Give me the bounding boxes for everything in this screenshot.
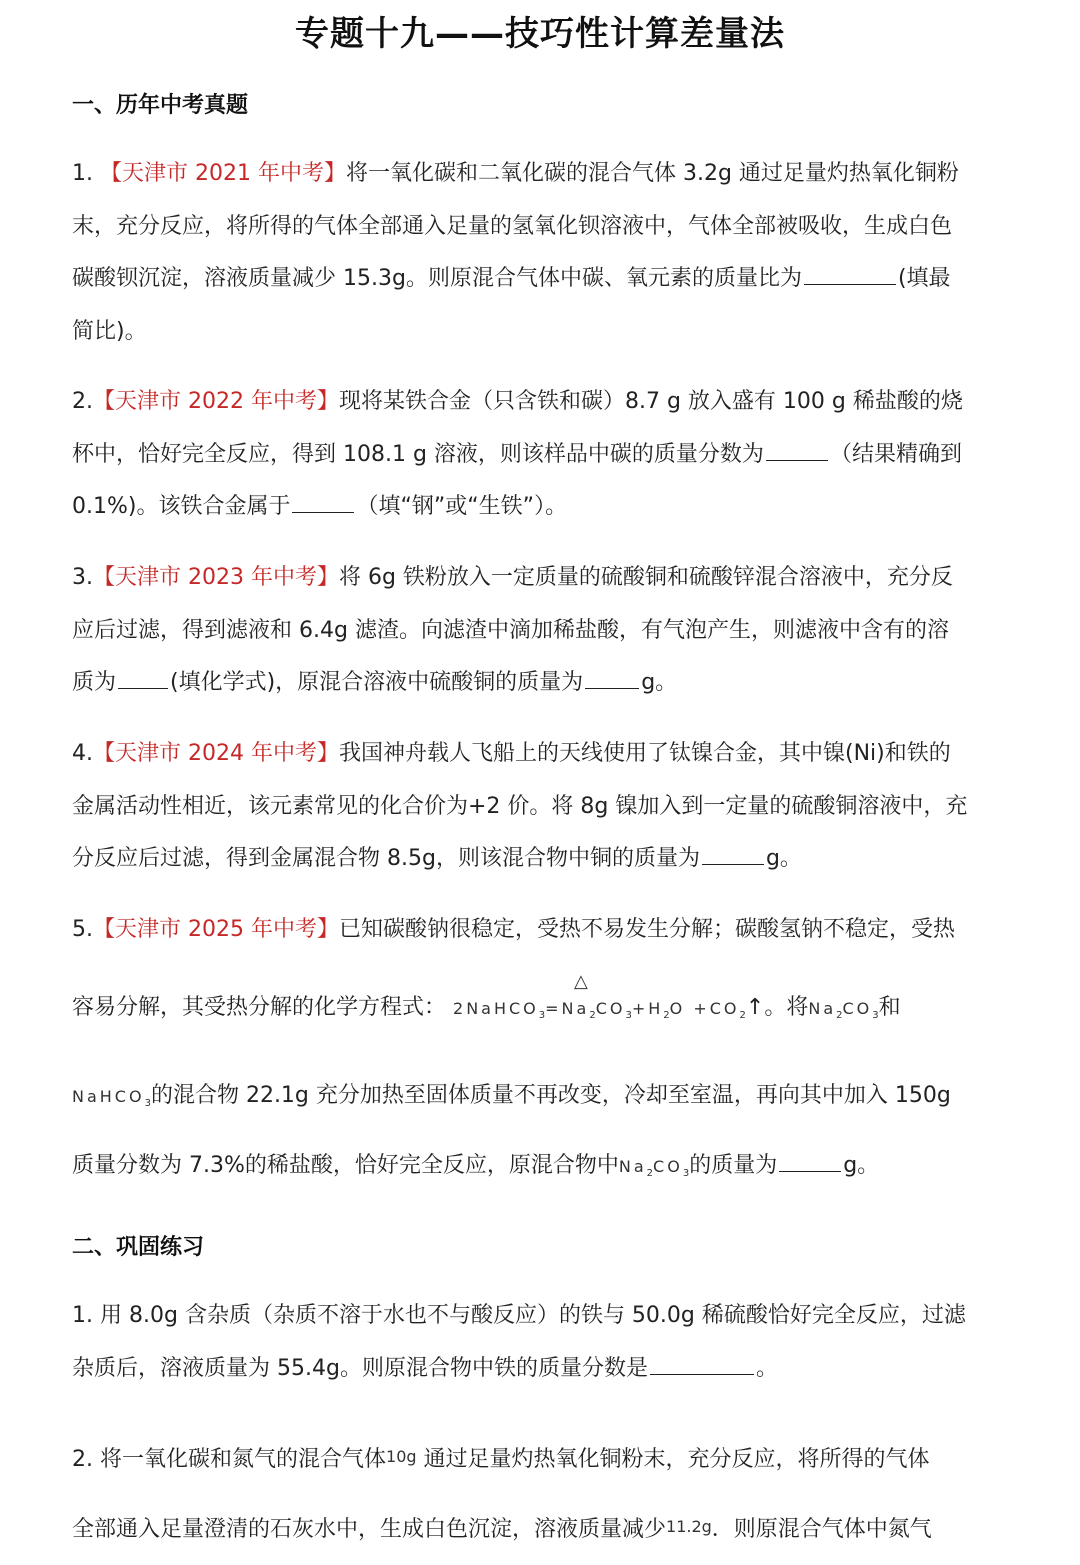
practice-1 <box>72 1290 1008 1395</box>
question-text: (填最 <box>897 266 951 291</box>
formula-text: O +CO <box>669 999 740 1018</box>
question-text: （结果精确到 <box>829 441 962 467</box>
formula-text: 2NaHCO <box>453 999 539 1018</box>
answer-blank[interactable] <box>804 283 896 285</box>
question-text: 我国神舟载人飞船上的天线使用了钛镍合金，其中镍(Ni)和铁的 <box>338 741 951 766</box>
question-5-line-3 <box>72 1070 1008 1131</box>
formula-subscript: 3 <box>625 1010 632 1022</box>
question-text: 应后过滤，得到滤液和 6.4g 滤渣。向滤渣中滴加稀盐酸，有气泡产生，则滤液中含有的溶 <box>72 617 949 643</box>
question-text: 。将 <box>764 995 809 1020</box>
answer-blank[interactable] <box>650 1373 754 1375</box>
answer-blank[interactable] <box>779 1170 841 1172</box>
question-5-equation-line <box>72 971 1008 1043</box>
question-source: 【天津市 2021 年中考】 <box>100 161 346 186</box>
question-3 <box>72 552 1008 710</box>
question-source: 【天津市 2022 年中考】 <box>93 389 339 414</box>
formula-subscript: 2 <box>589 1010 596 1022</box>
question-text: 用 8.0g 含杂质（杂质不溶于水也不与酸反应）的铁与 50.0g 稀硫酸恰好完全反应，过滤 <box>100 1303 966 1328</box>
question-text: 质量分数为 7.3%的稀盐酸，恰好完全反应，原混合物中 <box>72 1153 619 1178</box>
page-title: 专题十九——技巧性计算差量法 <box>295 14 785 54</box>
question-number: 1. <box>72 1303 93 1328</box>
answer-blank[interactable] <box>702 863 764 865</box>
question-text: 将一氧化碳和氮气的混合气体 <box>100 1447 387 1472</box>
question-text: 和 <box>878 995 901 1020</box>
question-text: 简比)。 <box>72 318 147 344</box>
formula-nahco3: NaHCO$_3$ <box>72 1087 151 1110</box>
mass-value: 11.2g <box>666 1517 712 1536</box>
formula-text: =Na <box>545 999 590 1018</box>
mass-value: 10g <box>386 1447 417 1466</box>
question-text: （填“钢”或“生铁”）。 <box>356 494 568 519</box>
formula-subscript: 2 <box>663 1010 670 1022</box>
question-5-line-4 <box>72 1140 1008 1201</box>
formula-text: +H <box>631 999 664 1018</box>
practice-2 <box>72 1422 1008 1562</box>
heat-symbol: △ <box>574 971 588 992</box>
question-4 <box>72 728 1008 886</box>
question-text: g。 <box>641 670 678 695</box>
question-number: 2. <box>72 1447 93 1472</box>
question-text: 。 <box>755 1355 778 1381</box>
question-text: (填化学式)，原混合溶液中硫酸铜的质量为 <box>170 670 584 695</box>
question-text: 通过足量灼热氧化铜粉末，充分反应，将所得的气体 <box>423 1447 930 1472</box>
question-source: 【天津市 2024 年中考】 <box>93 741 339 766</box>
question-text: 已知碳酸钠很稳定，受热不易发生分解；碳酸氢钠不稳定，受热 <box>338 917 955 942</box>
question-number: 5. <box>72 917 93 942</box>
question-text: 将 6g 铁粉放入一定质量的硫酸铜和硫酸锌混合溶液中，充分反 <box>338 565 953 590</box>
question-text: 杂质后，溶液质量为 55.4g。则原混合物中铁的质量分数是 <box>72 1355 648 1381</box>
question-text: 的混合物 22.1g 充分加热至固体质量不再改变，冷却至室温，再向其中加入 150g <box>150 1083 951 1108</box>
answer-blank[interactable] <box>118 687 168 689</box>
question-text: 杯中，恰好完全反应，得到 108.1 g 溶液，则该样品中碳的质量分数为 <box>72 441 764 467</box>
question-number: 3. <box>72 565 93 590</box>
question-2 <box>72 376 1008 534</box>
question-5 <box>72 904 1008 957</box>
formula-subscript: 2 <box>739 1010 746 1022</box>
question-number: 2. <box>72 389 93 414</box>
answer-blank[interactable] <box>766 459 828 461</box>
formula-subscript: 3 <box>538 1010 546 1022</box>
question-text: g。 <box>843 1153 880 1178</box>
formula-na2co3: $Na_2CO_3$ <box>618 1157 690 1180</box>
question-text: 的质量为 <box>689 1153 778 1178</box>
formula-text: CO <box>595 999 626 1018</box>
question-text: 容易分解，其受热分解的化学方程式： <box>72 995 447 1020</box>
question-number: 4. <box>72 741 93 766</box>
formula-na2co3: $Na_2CO_3$ <box>808 999 879 1022</box>
question-text: g。 <box>765 846 802 871</box>
question-text: 将一氧化碳和二氧化碳的混合气体 3.2g 通过足量灼热氧化铜粉 <box>345 161 959 186</box>
answer-blank[interactable] <box>585 687 639 689</box>
question-text: 金属活动性相近，该元素常见的化合价为+2 价。将 8g 镍加入到一定量的硫酸铜溶液中，充 <box>72 793 968 819</box>
section-heading-past-exams: 一、历年中考真题 <box>72 93 249 118</box>
question-source: 【天津市 2025 年中考】 <box>93 917 339 942</box>
question-source: 【天津市 2023 年中考】 <box>93 565 339 590</box>
question-text: 0.1%)。该铁合金属于 <box>72 494 291 519</box>
question-text: 全部通入足量澄清的石灰水中，生成白色沉淀，溶液质量减少 <box>72 1517 667 1542</box>
question-text: 碳酸钡沉淀，溶液质量减少 15.3g。则原混合气体中碳、氧元素的质量比为 <box>72 266 802 291</box>
chemical-equation <box>453 971 765 1043</box>
question-text: 现将某铁合金（只含铁和碳）8.7 g 放入盛有 100 g 稀盐酸的烧 <box>338 389 963 414</box>
up-arrow-icon: ↑ <box>745 995 765 1020</box>
question-text: 末，充分反应，将所得的气体全部通入足量的氢氧化钡溶液中，气体全部被吸收，生成白色 <box>72 213 953 239</box>
answer-blank[interactable] <box>292 511 354 513</box>
section-heading-practice: 二、巩固练习 <box>72 1235 205 1260</box>
question-text: ．则原混合气体中氮气 <box>711 1517 932 1542</box>
question-number: 1. <box>72 161 93 186</box>
question-1 <box>72 148 1008 358</box>
question-text: 质为 <box>72 670 117 695</box>
question-text: 分反应后过滤，得到金属混合物 8.5g，则该混合物中铜的质量为 <box>72 846 700 871</box>
